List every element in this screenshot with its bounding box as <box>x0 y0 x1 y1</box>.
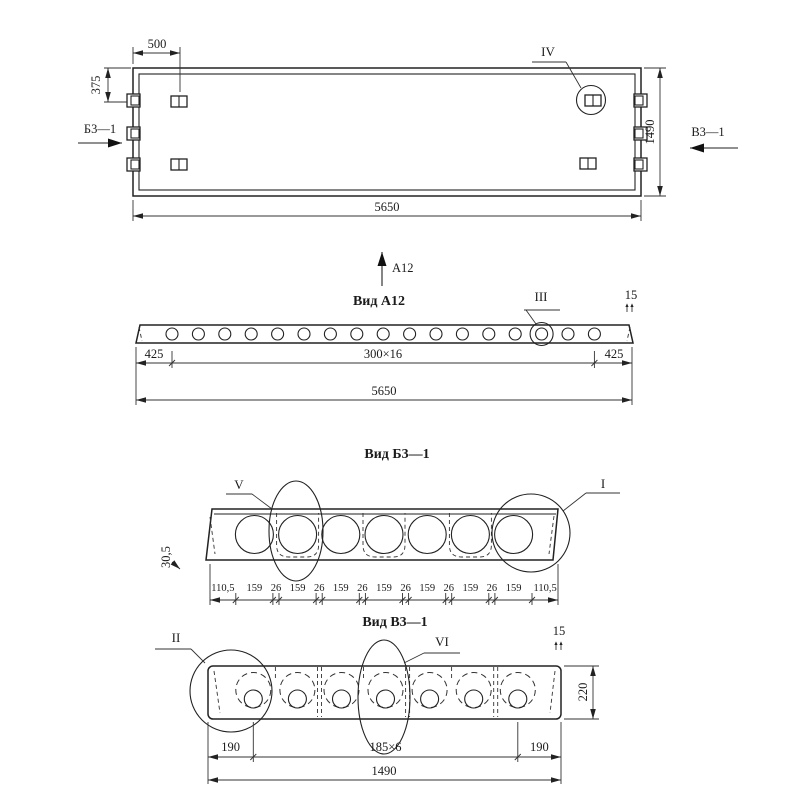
core-hole <box>377 690 395 708</box>
detail-label-vi: VI <box>435 634 449 649</box>
view-b3-1 <box>159 447 620 605</box>
hole <box>272 328 284 340</box>
leader-line <box>191 649 205 663</box>
dim-5650-plan <box>133 200 641 221</box>
core-hole <box>509 690 527 708</box>
dim-seg: 159 <box>289 583 306 594</box>
end-chamfer-left <box>214 671 220 713</box>
dim-30-5 <box>159 546 180 569</box>
hole <box>245 328 257 340</box>
section-outline <box>206 509 558 560</box>
void <box>495 516 533 554</box>
dim-1490 <box>643 68 666 196</box>
detail-ellipse-vi <box>358 640 410 754</box>
dim-row-total-v31 <box>208 764 561 780</box>
view-b31-title: Вид Б3—1 <box>364 447 430 462</box>
end-chamfer-right <box>627 327 630 341</box>
thickness-arrows <box>554 641 562 645</box>
dim-seg: 159 <box>246 583 263 594</box>
dim-text-425-right: 425 <box>604 347 624 361</box>
section-mark-b3-1 <box>78 122 122 143</box>
dim-row-total-a12 <box>136 384 632 400</box>
dim-220 <box>564 666 599 719</box>
detail-marker-ii <box>155 630 272 732</box>
dim-text-5650: 5650 <box>374 200 400 214</box>
leader-line <box>563 493 586 511</box>
section-label-b3-1: Б3—1 <box>83 122 117 136</box>
end-chamfer-right <box>550 671 555 713</box>
hole <box>298 328 310 340</box>
section-label-v3-1: В3—1 <box>691 125 725 139</box>
detail-label-iv: IV <box>541 44 555 59</box>
view-v31-title: Вид В3—1 <box>362 615 428 630</box>
plan-view <box>78 37 738 286</box>
panel-outline <box>133 68 641 196</box>
void <box>408 516 446 554</box>
dim-text-220: 220 <box>576 682 590 702</box>
leader-line <box>404 653 424 663</box>
leader-line <box>252 494 272 509</box>
hole <box>483 328 495 340</box>
detail-label-iii: III <box>534 289 548 304</box>
hole <box>377 328 389 340</box>
view-direction-a12 <box>382 252 414 286</box>
leader-line <box>566 62 581 88</box>
view-v3-1 <box>155 615 599 784</box>
dim-text-1490: 1490 <box>643 119 657 145</box>
dim-seg: 159 <box>505 583 522 594</box>
dim-text-500: 500 <box>147 37 167 51</box>
dim-text-15: 15 <box>552 624 566 638</box>
dim-seg: 26 <box>400 583 411 594</box>
hidden-voids <box>236 667 536 717</box>
dim-seg: 159 <box>419 583 436 594</box>
dim-seg: 159 <box>376 583 392 594</box>
detail-marker-iii <box>524 289 560 346</box>
lifting-loops <box>171 95 601 170</box>
section-mark-v3-1 <box>690 125 738 148</box>
detail-marker-vi <box>358 634 460 754</box>
void <box>279 516 317 554</box>
hole <box>588 328 600 340</box>
core-hole <box>465 690 483 708</box>
dim-text-15: 15 <box>624 288 638 302</box>
void <box>322 516 360 554</box>
dim-text-30-5: 30,5 <box>159 546 173 568</box>
channel <box>363 513 405 557</box>
hole <box>509 328 521 340</box>
dim-text-300x16: 300×16 <box>363 347 403 361</box>
panel-inner-edge <box>139 74 635 190</box>
dim-15-a12 <box>625 288 638 312</box>
dim-15-v31 <box>553 624 566 650</box>
hole <box>192 328 204 340</box>
void <box>235 516 273 554</box>
anchor-holes <box>166 328 600 340</box>
hole <box>324 328 336 340</box>
detail-marker-v <box>226 477 323 581</box>
hole <box>351 328 363 340</box>
core-hole <box>288 690 306 708</box>
view-a12-title: Вид А12 <box>352 294 406 309</box>
detail-circle-iii <box>530 323 553 346</box>
dim-375 <box>89 68 131 102</box>
dim-seg: 159 <box>332 583 349 594</box>
dim-500 <box>133 37 180 92</box>
dim-text-190-left: 190 <box>221 740 240 754</box>
dim-seg: 26 <box>357 583 368 594</box>
dim-text-425-left: 425 <box>144 347 164 361</box>
dim-text-190-right: 190 <box>530 740 549 754</box>
view-a12 <box>136 288 637 405</box>
dim-text-185x6: 185×6 <box>369 740 402 754</box>
channel <box>277 513 319 557</box>
end-chamfer-right <box>549 516 554 554</box>
web-lines-short <box>275 667 451 681</box>
view-arrow-label: А12 <box>392 261 414 275</box>
dim-seg: 26 <box>270 583 282 594</box>
channel <box>449 513 491 557</box>
detail-ellipse-v <box>269 481 323 581</box>
dim-row-b31 <box>210 564 558 605</box>
end-chamfer-left <box>139 327 142 341</box>
section-outline <box>208 666 561 719</box>
core-hole <box>333 690 351 708</box>
detail-label-v: V <box>234 477 244 492</box>
detail-label-ii: II <box>171 630 181 645</box>
dim-seg: 26 <box>486 583 498 594</box>
dim-seg: 26 <box>443 583 454 594</box>
detail-label-i: I <box>600 476 606 491</box>
hole <box>166 328 178 340</box>
dim-seg: 110,5 <box>211 583 235 594</box>
hole <box>456 328 468 340</box>
hole <box>404 328 416 340</box>
edge-notches-left <box>127 94 140 171</box>
void <box>451 516 489 554</box>
thickness-arrows <box>625 303 633 307</box>
dim-seg: 159 <box>462 583 479 594</box>
hole <box>430 328 442 340</box>
void <box>365 516 403 554</box>
dim-text-1490: 1490 <box>371 764 397 778</box>
void-circles <box>235 516 532 554</box>
core-hole <box>421 690 439 708</box>
lip-arrow <box>172 562 180 569</box>
hole <box>536 328 548 340</box>
core-hole <box>244 690 262 708</box>
hole <box>562 328 574 340</box>
hole <box>219 328 231 340</box>
dim-seg: 26 <box>313 583 325 594</box>
dim-text-375: 375 <box>89 75 103 95</box>
leader-line <box>526 310 536 324</box>
dim-seg: 110,5 <box>533 583 557 594</box>
dim-text-5650: 5650 <box>371 384 397 398</box>
